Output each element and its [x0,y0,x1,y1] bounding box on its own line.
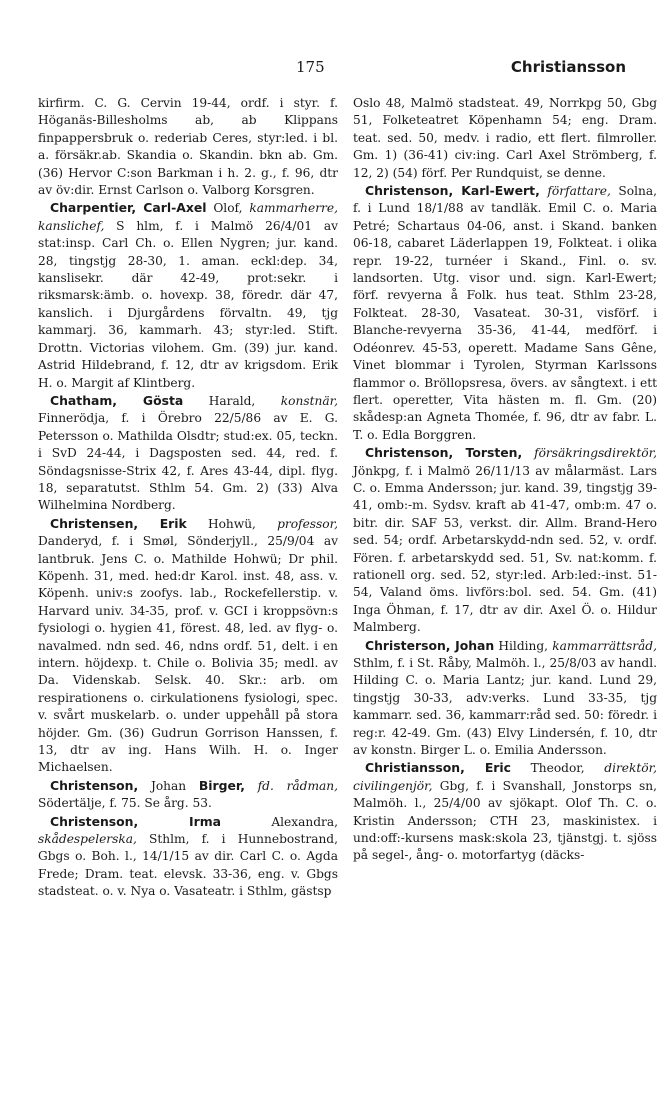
entry-occupation: direktör, civilingenjör, [353,761,657,793]
entry-text: Jönkpg, f. i Malmö 26/11/13 av målarmäst. Lars C. o. Emma Andersson; jur. kand. 39, tingstjg 39-41, omb:-m. Sydsv. kraft ab 41-47, omb:m. 47 o. bitr. dir. SAF 53, verkst. dir. Allm. Brand-Hero sed. 54; ordf. Arbetarskydd-ndn sed. 52, v. ordf. Fören. f. arbetarskydd sed. 51, Sv. nat:komm. f. rationell org. sed. 52, styr:led. Arb:led:-inst. 51-54, Valand öms. livförs:bol. sed. 54. Gm. (41) Inga Öhman, f. 17, dtr av dir. Axel Ö. o. Hildur Malmberg. [353,463,657,635]
entry-name: Christenson, Irma [50,813,221,829]
entry-given-names: Alexandra, [220,814,338,829]
entry-text: S hlm, f. i Malmö 26/4/01 av stat:insp. Carl Ch. o. Ellen Nygren; jur. kand. 28, tingstjg 28-30, 1. aman. eckl:dep. 34, kanslisekr. där 42-49, prot:sekr. i riksmarsk:ämb. o. hovexp. 38, föredr. där 47, kanslich. i Djurgårdens förvaltn. 49, tjg kammarj. 36, kammarh. 43; styr:led. Stift. Drottn. Victorias vilohem. Gm. (39) jur. kand. Astrid Hildebrand, f. 12, dtr av krigsdom. Erik H. o. Margit af Klintberg. [38,218,338,390]
entry-text: Danderyd, f. i Smøl, Sönderjyll., 25/9/04 av lantbruk. Jens C. o. Mathilde Hohwü; Dr phil. Köpenh. 31, med. hed:dr Karol. inst. 48, ass. v. Köpenh. univ:s zoofys. lab., Rockefellerstip. v. Harvard univ. 34-35, prof. v. GCI i kroppsövn:s fysiologi o. hygien 41, förest. 48, led. av flyg- o. navalmed. ndn sed. 46, ndns ordf. 51, delt. i en intern. höjdexp. t. Chile o. Bolivia 35; medl. av Da. Videnskab. Selsk. 40. Skr.: arb. om respirationens o. cirkulationens fysiologi, spec. v. svårt muskelarb. o. under uppehåll på stora höjder. Gm. (36) Gudrun Gorrison Hanssen, f. 13, dtr av ing. Hans Wilh. H. o. Inger Michaelsen. [38,534,338,775]
entry-occupation: professor, [277,516,338,531]
biography-entry [353,759,657,864]
biography-entry [38,813,338,901]
entry-name: Christerson, Johan [365,637,495,653]
entry-occupation: konstnär, [280,393,338,408]
entry-name: Christiansson, Eric [365,760,512,776]
right-column [353,95,657,865]
entry-text: Finnerödja, f. i Örebro 22/5/86 av E. G. Petersson o. Mathilda Olsdtr; stud:ex. 05, teckn. i SvD 24-44, i Dagsposten sed. 44, red. f. Söndagsnisse-Strix 42, f. Ares 43-44, dipl. flyg. 18, separatutst. Sthlm 54. Gm. 2) (33) Alva Wilhelmina Nordberg. [38,411,338,513]
biography-entry [38,199,338,391]
page-number: 175 [296,58,325,76]
biography-entry [38,392,338,515]
left-column [38,95,338,901]
entry-name: Charpentier, Carl-Axel [50,200,207,216]
entry-text: Gbg, f. i Svanshall, Jonstorps sn, Malmöh. l., 25/4/00 av sjökapt. Olof Th. C. o. Kristin Andersson; CTH 23, maskinistex. i und:off:-kursens mask:skola 23, tjänstgj. t. sjöss på segel-, ång- o. motorfartyg (däcks- [353,778,657,863]
biography-entry [353,444,657,636]
biography-entry [38,515,338,777]
entry-occupation: försäkringsdirektör, [534,446,657,461]
continuation-text: kirfirm. C. G. Cervin 19-44, ordf. i styr. f. Höganäs-Billesholms ab, ab Klippans finpappersbruk o. rederiab Ceres, styr:led. i bl. a. försäkr.ab. Skandia o. Skandin. bkn ab. Gm. (36) Hervor C:son Barkman i h. 2. g., f. 96, dtr av öv:dir. Ernst Carlson o. Valborg Korsgren. [38,96,338,198]
entry-text: Sthlm, f. i St. Råby, Malmöh. l., 25/8/03 av handl. Hilding C. o. Maria Lantz; jur. kand. Lund 29, tingstjg 30-33, adv:verks. Lund 33-35, tjg kammarr. sed. 36, kammarr:råd sed. 50: föredr. i reg:r. 42-49. Gm. (43) Elvy Lindersén, f. 10, dtr av konstn. Birger L. o. Emilia Andersson. [353,656,657,758]
entry-occupation: skådespelerska, [38,832,137,847]
entry-given-names [522,446,534,460]
entry-given-names: Theodor, [511,761,605,776]
biography-entry [353,637,657,760]
entry-text: Sthlm, f. i Hunnebostrand, Gbgs o. Boh. l., 14/1/15 av dir. Carl C. o. Agda Frede; Dram. teat. elevsk. 33-36, eng. v. Gbgs stadsteat. o. v. Nya o. Vasateatr. i Sthlm, gästsp [38,832,338,899]
entry-given-names: Johan [138,778,199,793]
biography-entry [38,777,338,813]
entry-text: Solna, f. i Lund 18/1/88 av tandläk. Emil C. o. Maria Petré; Schartaus 04-06, anst. i Skand. banken 06-18, cabaret Läderlappen 19, Folkteat. i olika repr. 19-22, turnéer i Skand., Finl. o. sv. landsorten. Utg. visor und. sign. Karl-Ewert; förf. revyerna å Folk. hus teat. Sthlm 23-28, Folkteat. 28-30, Vasateat. 30-31, visförf. i Blanche-revyerna 35-36, 41-44, medförf. i Odéonrev. 45-53, operett. Madame Sans Gêne, Vinet blommar i Tyrolen, Styrman Karlssons flammor o. Bröllopsresa, övers. av sångtext. i ett flert. operetter, Vita hästen m. fl. Gm. (20) skådesp:an Agneta Thomée, f. 96, dtr av fabr. L. T. o. Edla Borggren. [353,184,658,442]
entry-name: Chatham, Gösta [50,392,184,408]
page-header [0,58,672,84]
entry-name: Christenson, Torsten, [365,445,523,461]
entry-given-names: Hilding, [494,638,553,653]
entry-name: Christenson, Karl-Ewert, [365,183,540,199]
entry-given-names: Harald, [183,393,281,408]
continuation-text: Oslo 48, Malmö stadsteat. 49, Norrkpg 50, Gbg 51, Folketeatret Köpenhamn 54; eng. Dram. teat. sed. 50, medv. i radio, ett flert. filmroller. Gm. 1) (36-41) civ:ing. Carl Axel Strömberg, f. 12, 2) (54) förf. Per Rundquist, se denne. [353,96,657,180]
entry-occupation: författare, [547,184,611,199]
entry-occupation: fd. rådman, [244,778,339,793]
entry-given-names: Olof, [206,201,250,216]
entry-occupation: kammarrättsråd, [552,638,657,653]
entry-occupation: kammarherre, kanslichef, [38,201,338,233]
entry-name: Christensen, Erik [50,515,187,531]
biography-entry [353,182,657,444]
entry-text: Södertälje, f. 75. Se årg. 53. [38,796,212,811]
entry-called-name: Birger, [198,777,245,793]
entry-name: Christenson, [50,777,139,793]
entry-given-names: Hohwü, [186,516,278,531]
running-head: Christiansson [510,58,626,76]
